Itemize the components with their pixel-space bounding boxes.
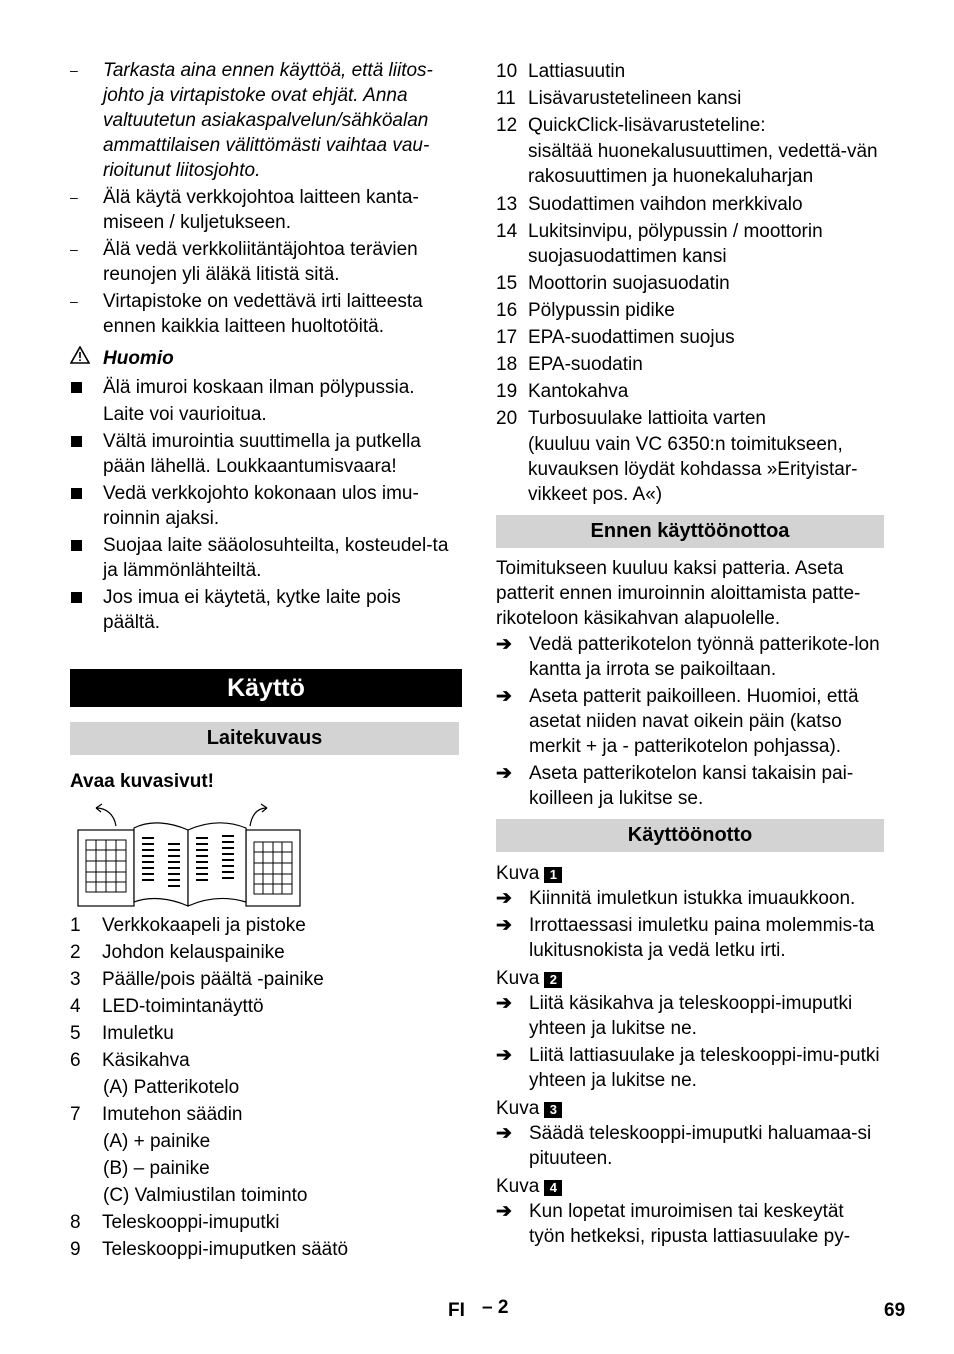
part-item: 10 Lattiasuutin (496, 61, 626, 82)
part-subitem: (kuuluu vain VC 6350:n toimitukseen, kuvauksen löydät kohdassa »Erityistar-vikkeet pos. A«) (528, 434, 858, 505)
arrow-right-icon: ➔ (496, 1045, 512, 1066)
part-item: 4 LED-toimintanäyttö (70, 996, 264, 1017)
figure-ref: Kuva 3 (496, 1096, 884, 1121)
part-subitem: (B) – painike (103, 1158, 210, 1179)
subsection-title: Laitekuvaus (70, 722, 459, 755)
part-item: 1 Verkkokaapeli ja pistoke (70, 915, 306, 936)
dash-bullet: – (70, 293, 78, 309)
arrow-right-icon: ➔ (496, 634, 512, 655)
part-item: 9 Teleskooppi-imuputken säätö (70, 1239, 349, 1260)
safety-dash-item: – Virtapistoke on vedettävä irti laitteesta ennen kaikkia laitteen huoltotöitä. (70, 291, 423, 337)
part-item: 8 Teleskooppi-imuputki (70, 1212, 280, 1233)
step-item: ➔ Aseta patterit paikoilleen. Huomioi, että asetat niiden navat oikein päin (katso merkit + ja - patterikotelon pohjassa). (496, 686, 859, 757)
step-item: ➔ Säädä teleskooppi-imuputki haluamaa-si pituuteen. (496, 1123, 872, 1169)
caution-item: Suojaa laite sääolosuhteilta, kosteudel-ta ja lämmönlähteiltä. (70, 533, 462, 583)
step-item: ➔ Liitä käsikahva ja teleskooppi-imuputki yhteen ja lukitse ne. (496, 993, 853, 1039)
part-item: 11 Lisävarustetelineen kansi (496, 88, 742, 109)
figure-number-badge: 3 (544, 1102, 562, 1118)
warning-triangle-icon (70, 346, 103, 371)
safety-dash-item: – Älä käytä verkkojohtoa laitteen kanta-miseen / kuljetukseen. (70, 187, 419, 233)
dash-bullet: – (70, 241, 78, 257)
part-subitem: (C) Valmiustilan toiminto (103, 1185, 308, 1206)
part-item: 5 Imuletku (70, 1023, 174, 1044)
safety-dash-item: – Älä vedä verkkoliitäntäjohtoa terävien reunojen yli äläkä litistä sitä. (70, 239, 418, 285)
caution-item: Vedä verkkojohto kokonaan ulos imu-roinnin ajaksi. (70, 481, 462, 531)
part-item: 19 Kantokahva (496, 381, 629, 402)
part-item: 16 Pölypussin pidike (496, 300, 675, 321)
figure-number-badge: 4 (544, 1180, 562, 1196)
safety-dash-item: – Tarkasta aina ennen käyttöä, että liitos-johto ja virtapistoke ovat ehjät. Anna valtuutetun asiakaspalvelun/sähköalan ammattilaisen välittömästi vaihtaa vau-rioitunut liitosjohto. (70, 60, 433, 181)
part-item: 2 Johdon kelauspainike (70, 942, 285, 963)
part-item: 13 Suodattimen vaihdon merkkivalo (496, 194, 803, 215)
part-subitem: (A) + painike (103, 1131, 211, 1152)
caution-item: Jos imua ei käytetä, kytke laite pois päältä. (70, 585, 462, 635)
section-title: Käyttö (70, 669, 462, 707)
left-column (70, 58, 462, 1263)
dash-bullet: – (70, 189, 78, 205)
step-item: ➔ Kun lopetat imuroimisen tai keskeytät työn hetkeksi, ripusta lattiasuulake py- (496, 1201, 851, 1247)
open-booklet-illustration (70, 800, 462, 912)
part-subitem: sisältää huonekalusuuttimen, vedettä-vän rakosuuttimen ja huonekaluharjan (528, 141, 878, 187)
square-bullet (70, 533, 103, 583)
part-item: 3 Päälle/pois päältä -painike (70, 969, 324, 990)
section-title-operation: Käyttöönotto (496, 819, 884, 852)
figure-ref: Kuva 4 (496, 1174, 884, 1199)
arrow-right-icon: ➔ (496, 763, 512, 784)
arrow-right-icon: ➔ (496, 1201, 512, 1222)
before-use-paragraph: Toimitukseen kuuluu kaksi patteria. Aseta patterit ennen imuroinnin aloittamista patte-rikoteloon käsikahvan alapuolelle. (496, 558, 861, 629)
caution-item-sub: Laite voi vaurioitua. (103, 404, 267, 425)
arrow-right-icon: ➔ (496, 686, 512, 707)
step-item: ➔ Vedä patterikotelon työnnä patterikote-lon kantta ja irrota se paikoiltaan. (496, 634, 880, 680)
right-column (496, 58, 884, 1249)
arrow-right-icon: ➔ (496, 993, 512, 1014)
dash-bullet: – (70, 62, 78, 78)
page-marker: – 2 (482, 1297, 509, 1318)
part-item: 6 Käsikahva (70, 1050, 190, 1071)
figure-ref: Kuva 1 (496, 861, 884, 886)
arrow-right-icon: ➔ (496, 888, 512, 909)
square-bullet (70, 481, 103, 531)
part-subitem: (A) Patterikotelo (103, 1077, 240, 1098)
warning-label: Huomio (103, 348, 174, 369)
square-bullet (70, 375, 103, 400)
page-number: 69 (884, 1300, 906, 1321)
page-footer (0, 1297, 954, 1327)
square-bullet (70, 585, 103, 635)
caution-item: Älä imuroi koskaan ilman pölypussia. (70, 375, 462, 400)
figure-number-badge: 1 (544, 867, 562, 883)
arrow-right-icon: ➔ (496, 915, 512, 936)
part-item: 15 Moottorin suojasuodatin (496, 273, 730, 294)
part-item: 20 Turbosuulake lattioita varten (496, 408, 766, 429)
step-item: ➔ Kiinnitä imuletkun istukka imuaukkoon. (496, 888, 856, 909)
part-item: 18 EPA-suodatin (496, 354, 643, 375)
language-code: FI (448, 1300, 465, 1321)
warning-heading (70, 346, 462, 371)
square-bullet (70, 429, 103, 479)
open-pages-note: Avaa kuvasivut! (70, 771, 214, 792)
arrow-right-icon: ➔ (496, 1123, 512, 1144)
part-item: 7 Imutehon säädin (70, 1104, 243, 1125)
figure-number-badge: 2 (544, 972, 562, 988)
part-item: 14 Lukitsinvipu, pölypussin / moottorin suojasuodattimen kansi (496, 221, 823, 267)
step-item: ➔ Liitä lattiasuulake ja teleskooppi-imu-putki yhteen ja lukitse ne. (496, 1045, 880, 1091)
caution-item: Vältä imurointia suuttimella ja putkella pään lähellä. Loukkaantumisvaara! (70, 429, 462, 479)
part-item: 12 QuickClick-lisävarusteteline: (496, 115, 766, 136)
step-item: ➔ Aseta patterikotelon kansi takaisin pai-koilleen ja lukitse se. (496, 763, 854, 809)
step-item: ➔ Irrottaessasi imuletku paina molemmis-ta lukitusnokista ja vedä letku irti. (496, 915, 875, 961)
section-title-before-use: Ennen käyttöönottoa (496, 515, 884, 548)
part-item: 17 EPA-suodattimen suojus (496, 327, 735, 348)
figure-ref: Kuva 2 (496, 966, 884, 991)
